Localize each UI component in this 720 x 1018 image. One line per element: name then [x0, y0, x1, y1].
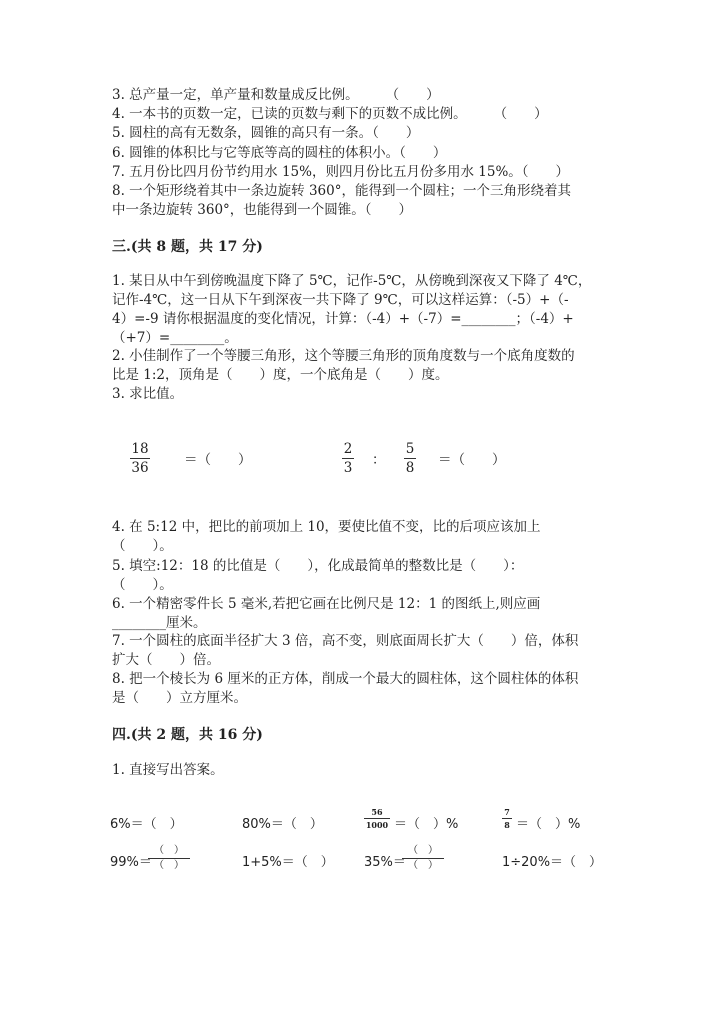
q3-8-line1: 8. 把一个棱长为 6 厘米的正方体，削成一个最大的圆柱体，这个圆柱体的体积	[112, 671, 579, 687]
ratio1-fraction	[130, 441, 150, 476]
calc-1-plus-5-percent: 1+5%＝（ ）	[242, 855, 334, 870]
statement-8-line1: 8. 一个矩形绕着其中一条边旋转 360°，能得到一个圆柱；一个三角形绕着其	[112, 183, 571, 199]
q3-4-line1: 4. 在 5:12 中，把比的前项加上 10，要使比值不变，比的后项应该加上	[112, 519, 541, 535]
fraction-7-8-denominator: 8	[504, 820, 510, 830]
section-4-heading: 四.(共 2 题，共 16 分)	[112, 727, 263, 743]
ratio2-fraction-right	[404, 441, 416, 476]
calc-56-1000-answer: ＝（ ）%	[394, 817, 459, 832]
statement-7: 7. 五月份比四月份节约用水 15%，则四月份比五月份多用水 15%。（ ）	[112, 164, 570, 180]
fraction-7-8	[502, 807, 512, 830]
calc-35-percent-label: 35%＝	[364, 855, 406, 870]
calc-1-div-20-percent: 1÷20%＝（ ）	[502, 855, 603, 870]
q3-6-line2: ________厘米。	[112, 615, 207, 631]
fraction-56-1000-denominator: 1000	[365, 820, 389, 830]
ratio1-numerator: 18	[131, 441, 149, 457]
q3-3-prompt: 3. 求比值。	[112, 386, 184, 402]
q3-5-line2: （ ）。	[112, 577, 173, 593]
ratio2-denominator-left: 3	[343, 460, 353, 476]
fraction-7-8-numerator: 7	[504, 807, 510, 817]
statement-5: 5. 圆柱的高有无数条，圆锥的高只有一条。（ ）	[112, 125, 420, 141]
fraction-56-1000-numerator: 56	[371, 807, 383, 817]
q3-7-line2: 扩大（ ）倍。	[112, 652, 220, 668]
q3-2-line2: 比是 1:2，顶角是（ ）度，一个底角是（ ）度。	[112, 367, 449, 383]
q3-4-line2: （ ）。	[112, 538, 173, 554]
q3-1-line4: （+7）=________。	[112, 330, 238, 346]
calc-80-percent: 80%＝（ ）	[242, 817, 323, 832]
q3-6-line1: 6. 一个精密零件长 5 毫米,若把它画在比例尺是 12：1 的图纸上,则应画	[112, 596, 541, 612]
statement-4: 4. 一本书的页数一定，已读的页数与剩下的页数不成比例。 （ ）	[112, 106, 548, 122]
calc-35-percent-numerator: （ ）	[408, 845, 438, 856]
ratio1-answer: ＝（ ）	[184, 452, 252, 468]
statement-3: 3. 总产量一定，单产量和数量成反比例。 （ ）	[112, 87, 440, 103]
ratio2-numerator-left: 2	[343, 441, 353, 457]
statement-8-line2: 中一条边旋转 360°，也能得到一个圆锥。（ ）	[112, 202, 413, 218]
calc-99-percent-numerator: （ ）	[154, 845, 184, 856]
calc-35-percent-denominator: （ ）	[408, 860, 438, 871]
ratio2-fraction-left	[342, 441, 354, 476]
fraction-56-1000	[364, 807, 390, 830]
section-3-heading: 三.(共 8 题，共 17 分)	[112, 239, 263, 255]
calc-99-percent-label: 99%＝	[110, 855, 152, 870]
ratio1-denominator: 36	[131, 460, 149, 476]
calc-7-8-answer: ＝（ ）%	[516, 817, 581, 832]
calc-35-percent-fraction	[402, 845, 444, 872]
ratio2-numerator-right: 5	[405, 441, 415, 457]
q4-1-prompt: 1. 直接写出答案。	[112, 762, 224, 778]
calc-99-percent-denominator: （ ）	[154, 860, 184, 871]
ratio2-answer: ＝（ ）	[438, 452, 506, 468]
q3-1-line1: 1. 某日从中午到傍晚温度下降了 5℃，记作-5℃，从傍晚到深夜又下降了 4℃，	[112, 273, 592, 289]
q3-1-line3: 4）=-9 请你根据温度的变化情况，计算：（-4）+（-7）=________；（-4）+	[112, 311, 574, 327]
calc-99-percent-fraction	[148, 845, 190, 872]
q3-2-line1: 2. 小佳制作了一个等腰三角形，这个等腰三角形的顶角度数与一个底角度数的	[112, 348, 575, 364]
calc-6-percent: 6%＝（ ）	[110, 817, 183, 832]
ratio2-denominator-right: 8	[405, 460, 415, 476]
q3-5-line1: 5. 填空:12：18 的比值是（ ），化成最简单的整数比是（ ）：	[112, 558, 524, 574]
q3-8-line2: 是（ ）立方厘米。	[112, 690, 247, 706]
q3-7-line1: 7. 一个圆柱的底面半径扩大 3 倍，高不变，则底面周长扩大（ ）倍，体积	[112, 633, 579, 649]
statement-6: 6. 圆锥的体积比与它等底等高的圆柱的体积小。（ ）	[112, 145, 447, 161]
q3-1-line2: 记作-4℃，这一日从下午到深夜一共下降了 9℃，可以这样运算：（-5）+（-	[112, 292, 569, 308]
ratio2-colon: ：	[372, 452, 386, 468]
